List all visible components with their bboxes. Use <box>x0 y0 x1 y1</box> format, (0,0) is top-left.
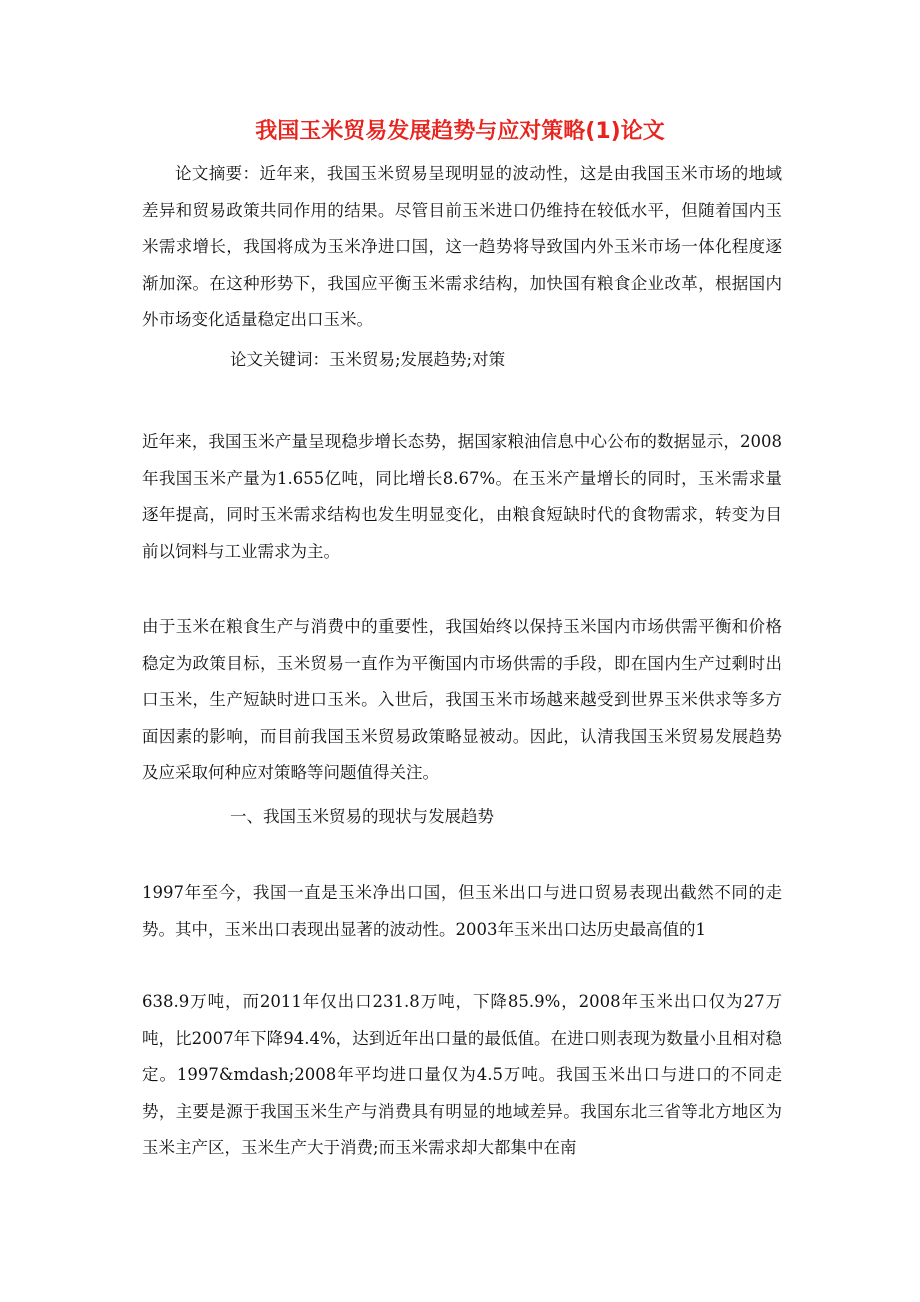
body-paragraph-2: 由于玉米在粮食生产与消费中的重要性，我国始终以保持玉米国内市场供需平衡和价格稳定为政策目标，玉米贸易一直作为平衡国内市场供需的手段，即在国内生产过剩时出口玉米，生产短缺时进口玉米。入世后，我国玉米市场越来越受到世界玉米供求等多方面因素的影响，而目前我国玉米贸易政策略显被动。因此，认清我国玉米贸易发展趋势及应采取何种应对策略等问题值得关注。 <box>142 617 782 782</box>
document-title: 我国玉米贸易发展趋势与应对策略(1)论文 <box>255 119 665 144</box>
keywords-line: 论文关键词：玉米贸易;发展趋势;对策 <box>230 350 506 369</box>
section-heading-1: 一、我国玉米贸易的现状与发展趋势 <box>230 807 494 826</box>
body-paragraph-3a: 1997年至今，我国一直是玉米净出口国，但玉米出口与进口贸易表现出截然不同的走势。其中，玉米出口表现出显著的波动性。2003年玉米出口达历史最高值的1 <box>142 883 782 939</box>
body-paragraph-1: 近年来，我国玉米产量呈现稳步增长态势，据国家粮油信息中心公布的数据显示，2008年我国玉米产量为1.655亿吨，同比增长8.67%。在玉米产量增长的同时，玉米需求量逐年提高，同时玉米需求结构也发生明显变化，由粮食短缺时代的食物需求，转变为目前以饲料与工业需求为主。 <box>142 432 782 561</box>
abstract-paragraph: 论文摘要：近年来，我国玉米贸易呈现明显的波动性，这是由我国玉米市场的地域差异和贸易政策共同作用的结果。尽管目前玉米进口仍维持在较低水平，但随着国内玉米需求增长，我国将成为玉米净进口国，这一趋势将导致国内外玉米市场一体化程度逐渐加深。在这种形势下，我国应平衡玉米需求结构，加快国有粮食企业改革，根据国内外市场变化适量稳定出口玉米。 <box>142 164 782 329</box>
body-paragraph-3b: 638.9万吨，而2011年仅出口231.8万吨，下降85.9%，2008年玉米出口仅为27万吨，比2007年下降94.4%，达到近年出口量的最低值。在进口则表现为数量小且相对稳定。1997&mdash;2008年平均进口量仅为4.5万吨。我国玉米出口与进口的不同走势，主要是源于我国玉米生产与消费具有明显的地域差异。我国东北三省等北方地区为玉米主产区，玉米生产大于消费;而玉米需求却大都集中在南 <box>142 992 782 1157</box>
